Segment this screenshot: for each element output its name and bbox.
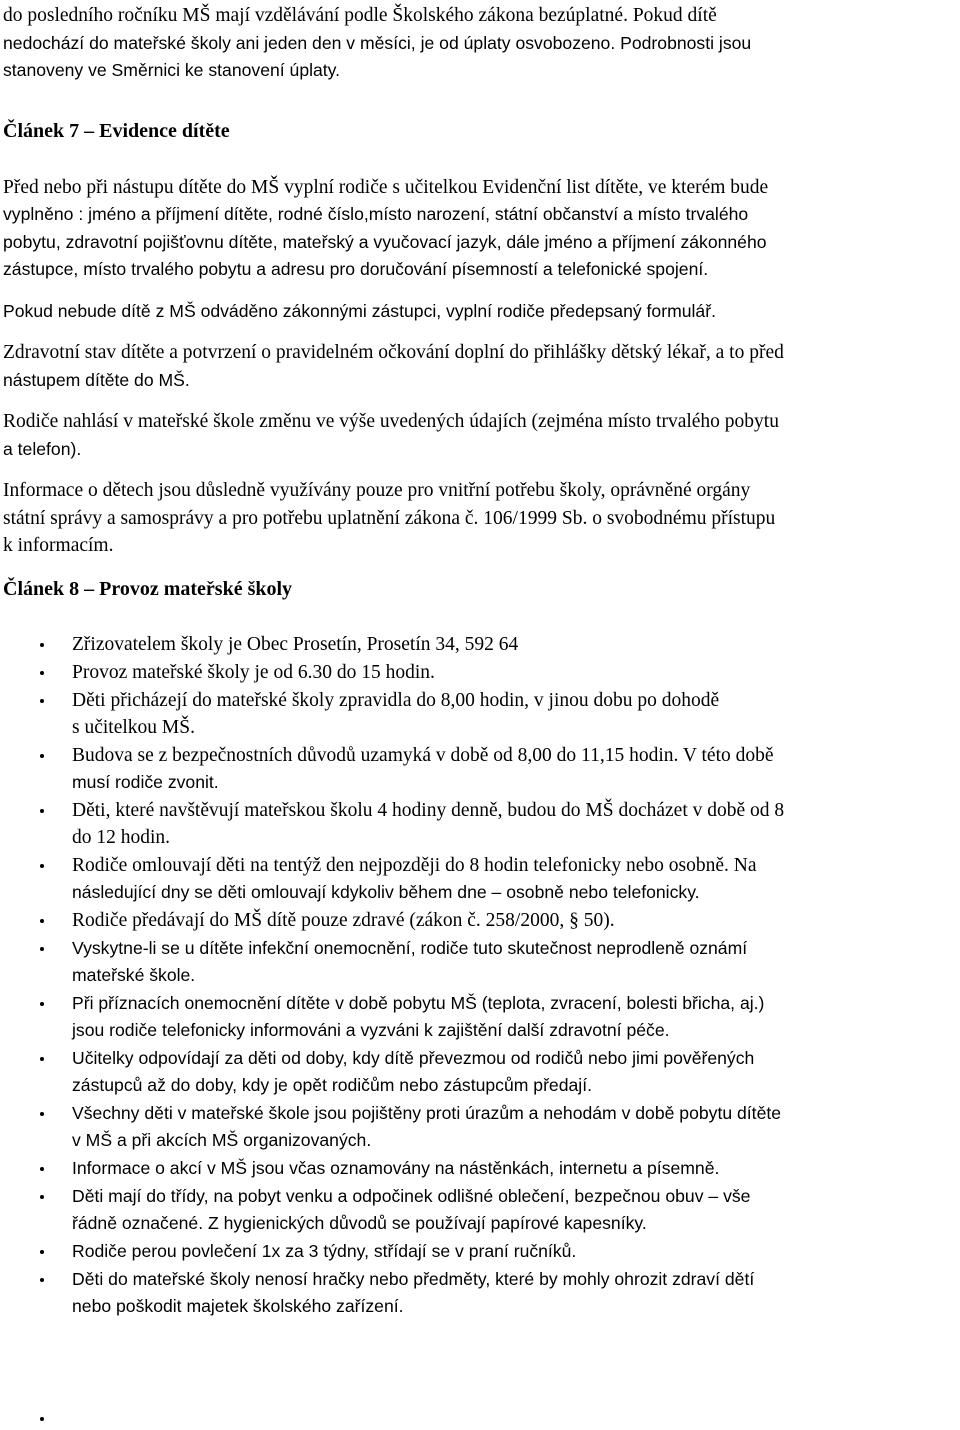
list-item xyxy=(3,659,953,686)
list-item xyxy=(3,742,953,796)
bullet-icon xyxy=(40,671,44,675)
list-item-line: Zřizovatelem školy je Obec Prosetín, Prosetín 34, 592 64 xyxy=(72,633,519,655)
list-item-line: Děti do mateřské školy nenosí hračky nebo předměty, které by mohly ohrozit zdraví dětí xyxy=(72,1268,755,1289)
article-7-p5-line-2: státní správy a samosprávy a pro potřebu uplatnění zákona č. 106/1999 Sb. o svobodnému přístupu xyxy=(3,507,776,529)
list-item-line: Všechny děti v mateřské škole jsou pojištěny proti úrazům a nehodám v době pobytu dítěte xyxy=(72,1102,782,1123)
list-item-line: Budova se z bezpečnostních důvodů uzamyká v době od 8,00 do 11,15 hodin. V této době xyxy=(72,744,774,766)
bullet-icon xyxy=(40,1057,44,1061)
article-7-paragraph-1 xyxy=(3,174,953,284)
article-7-paragraph-4 xyxy=(3,408,953,463)
list-item xyxy=(3,935,953,989)
list-item-line: Při příznacích onemocnění dítěte v době pobytu MŠ (teplota, zvracení, bolesti břicha, aj.) xyxy=(72,992,765,1013)
list-item xyxy=(3,1183,953,1237)
article-7-p2-text: Pokud nebude dítě z MŠ odváděno zákonnými zástupci, vyplní rodiče předepsaný formulář. xyxy=(3,300,716,321)
bullet-icon xyxy=(40,947,44,951)
bullet-icon xyxy=(40,809,44,813)
list-item xyxy=(3,907,953,934)
article-7-p3-line-2: nástupem dítěte do MŠ. xyxy=(3,369,190,390)
intro-paragraph xyxy=(3,2,953,85)
bullet-icon xyxy=(40,1112,44,1116)
list-item-line: jsou rodiče telefonicky informováni a vyzváni k zajištění další zdravotní péče. xyxy=(72,1019,670,1040)
list-item-line: do 12 hodin. xyxy=(72,826,171,848)
list-item xyxy=(3,1155,953,1182)
list-item-line: Děti, které navštěvují mateřskou školu 4 hodiny denně, budou do MŠ docházet v době od 8 xyxy=(72,799,785,821)
list-item xyxy=(3,1100,953,1154)
bullet-icon xyxy=(40,754,44,758)
intro-line-2: nedochází do mateřské školy ani jeden den v měsíci, je od úplaty osvobozeno. Podrobnosti jsou xyxy=(3,32,752,53)
list-item xyxy=(3,1045,953,1099)
intro-line-3: stanoveny ve Směrnici ke stanovení úplaty. xyxy=(3,60,341,80)
article-7-p1-line-4: zástupce, místo trvalého pobytu a adresu pro doručování písemností a telefonické spojení. xyxy=(3,259,709,279)
list-item-line: Vyskytne-li se u dítěte infekční onemocnění, rodiče tuto skutečnost neprodleně oznámí xyxy=(72,937,748,958)
list-item-line: Informace o akcí v MŠ jsou včas oznamovány na nástěnkách, internetu a písemně. xyxy=(72,1157,720,1178)
list-item-line: Provoz mateřské školy je od 6.30 do 15 hodin. xyxy=(72,661,435,683)
article-7-paragraph-5 xyxy=(3,477,953,560)
article-7-p1-line-1: Před nebo při nástupu dítěte do MŠ vyplní rodiče s učitelkou Evidenční list dítěte, ve kterém bude xyxy=(3,176,769,198)
list-item-line: Děti přicházejí do mateřské školy zpravidla do 8,00 hodin, v jinou dobu po dohodě xyxy=(72,689,720,711)
bullet-icon xyxy=(40,1002,44,1006)
article-7-p3-line-1: Zdravotní stav dítěte a potvrzení o pravidelném očkování doplní do přihlášky dětský lékař, a to před xyxy=(3,342,784,363)
article-8-list xyxy=(3,631,953,1320)
list-item-line: musí rodiče zvonit. xyxy=(72,771,219,792)
list-item xyxy=(3,797,953,851)
list-item-line: Rodiče omlouvají děti na tentýž den nejpozději do 8 hodin telefonicky nebo osobně. Na xyxy=(72,854,757,876)
empty-bullet-icon xyxy=(40,1417,44,1421)
list-item-line: Rodiče předávají do MŠ dítě pouze zdravé (zákon č. 258/2000, § 50). xyxy=(72,909,615,931)
article-7-p5-line-1: Informace o dětech jsou důsledně využívány pouze pro vnitřní potřebu školy, oprávněné orgány xyxy=(3,480,751,501)
list-item-line: Děti mají do třídy, na pobyt venku a odpočinek odlišné oblečení, bezpečnou obuv – vše xyxy=(72,1185,751,1206)
article-8-heading: Článek 8 – Provoz mateřské školy xyxy=(3,577,293,600)
bullet-icon xyxy=(40,699,44,703)
bullet-icon xyxy=(40,864,44,868)
article-7-p1-line-3: pobytu, zdravotní pojišťovnu dítěte, mateřský a vyučovací jazyk, dále jméno a příjmení zákonného xyxy=(3,231,767,252)
list-item-line: s učitelkou MŠ. xyxy=(72,716,195,738)
list-item-line: Učitelky odpovídají za děti od doby, kdy dítě převezmou od rodičů nebo jimi pověřených xyxy=(72,1047,755,1068)
list-item-line: v MŠ a při akcích MŠ organizovaných. xyxy=(72,1129,372,1150)
article-7-p1-line-2: vyplněno : jméno a příjmení dítěte, rodné číslo,místo narození, státní občanství a místo trvalého xyxy=(3,204,749,224)
list-item xyxy=(3,1238,953,1265)
article-7-heading: Článek 7 – Evidence dítěte xyxy=(3,119,230,142)
list-item xyxy=(3,990,953,1044)
article-7-p4-line-2: a telefon). xyxy=(3,438,82,459)
list-item xyxy=(3,631,953,658)
list-item-line: nebo poškodit majetek školského zařízení. xyxy=(72,1295,404,1316)
list-item-line: zástupců až do doby, kdy je opět rodičům nebo zástupcům předají. xyxy=(72,1074,592,1095)
list-item-line: následující dny se děti omlouvají kdykoliv během dne – osobně nebo telefonicky. xyxy=(72,881,700,902)
bullet-icon xyxy=(40,1167,44,1171)
bullet-icon xyxy=(40,1250,44,1254)
list-item xyxy=(3,1266,953,1320)
bullet-icon xyxy=(40,1278,44,1282)
list-item-line: Rodiče perou povlečení 1x za 3 týdny, střídají se v praní ručníků. xyxy=(72,1240,577,1261)
list-item-line: řádně označené. Z hygienických důvodů se používají papírové kapesníky. xyxy=(72,1212,647,1233)
list-item-line: mateřské škole. xyxy=(72,964,196,985)
bullet-icon xyxy=(40,919,44,923)
article-7-p5-line-3: k informacím. xyxy=(3,535,114,556)
article-7-paragraph-3 xyxy=(3,339,953,394)
bullet-icon xyxy=(40,1195,44,1199)
intro-line-1: do posledního ročníku MŠ mají vzdělávání podle Školského zákona bezúplatné. Pokud dítě xyxy=(3,5,717,26)
list-item xyxy=(3,687,953,741)
list-item xyxy=(3,852,953,906)
document-page xyxy=(3,0,953,1321)
article-7-paragraph-2 xyxy=(3,298,953,326)
bullet-icon xyxy=(40,643,44,647)
article-7-p4-line-1: Rodiče nahlásí v mateřské škole změnu ve výše uvedených údajích (zejména místo trvalého pobytu xyxy=(3,411,779,432)
